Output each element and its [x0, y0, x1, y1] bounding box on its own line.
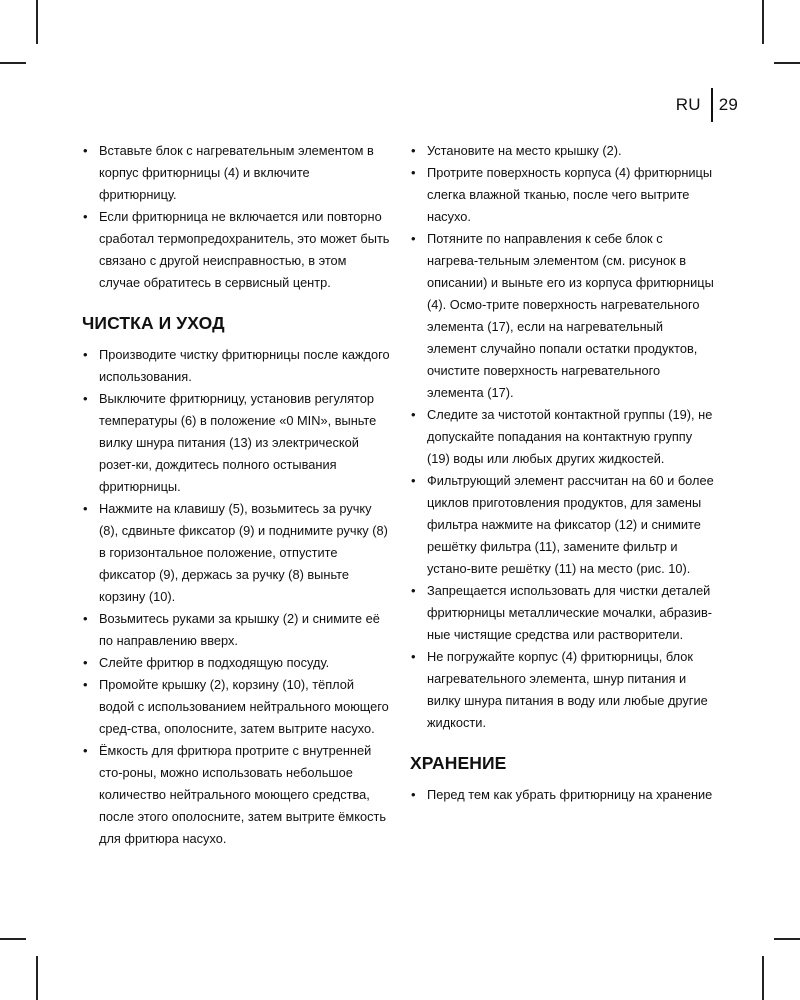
- list-item: • Потяните по направления к себе блок с нагрева-тельным элементом (см. рисунок в описании) и выньте его из корпуса фритюрницы (4). Осмо-трите поверхность нагревательного элемента (17), если на нагревательный элемент случайно попали остатки продуктов, очистите поверхность нагревательного элемента (17).: [410, 228, 715, 404]
- crop-mark: [36, 0, 38, 44]
- crop-mark: [762, 0, 764, 44]
- crop-mark: [0, 938, 26, 940]
- list-item: • Нажмите на клавишу (5), возьмитесь за ручку (8), сдвиньте фиксатор (9) и поднимите ручку (8) в горизонтальное положение, отпустите фиксатор (9), держась за ручку (8) выньте корзину (10).: [82, 498, 390, 608]
- crop-mark: [774, 62, 800, 64]
- list-item: • Не погружайте корпус (4) фритюрницы, блок нагревательного элемента, шнур питания и вилку шнура питания в воду или любые другие жидкости.: [410, 646, 715, 734]
- list-item: • Возьмитесь руками за крышку (2) и снимите её по направлению вверх.: [82, 608, 390, 652]
- list-item: • Производите чистку фритюрницы после каждого использования.: [82, 344, 390, 388]
- bullet-list: [82, 140, 390, 294]
- crop-mark: [762, 956, 764, 1000]
- bullet-list: [82, 344, 390, 850]
- list-item: • Слейте фритюр в подходящую посуду.: [82, 652, 390, 674]
- list-item: • Фильтрующий элемент рассчитан на 60 и более циклов приготовления продуктов, для замены фильтра нажмите на фиксатор (12) и снимите решётку фильтра (11), замените фильтр и устано-вите решётку (11) на место (рис. 10).: [410, 470, 715, 580]
- list-item: • Промойте крышку (2), корзину (10), тёплой водой с использованием нейтрального моющего сред-ства, ополосните, затем вытрите насухо.: [82, 674, 390, 740]
- left-column: [82, 140, 390, 850]
- list-item: • Протрите поверхность корпуса (4) фритюрницы слегка влажной тканью, после чего вытрите насухо.: [410, 162, 715, 228]
- bullet-list: [410, 140, 715, 734]
- crop-mark: [36, 956, 38, 1000]
- list-item: • Следите за чистотой контактной группы (19), не допускайте попадания на контактную группу (19) воды или любых других жидкостей.: [410, 404, 715, 470]
- list-item: • Ёмкость для фритюра протрите с внутренней сто-роны, можно использовать небольшое количество нейтрального моющего средства, после этого ополосните, затем вытрите ёмкость для фритюра насухо.: [82, 740, 390, 850]
- section-heading-storage: ХРАНЕНИЕ: [410, 753, 507, 774]
- list-item: • Вставьте блок с нагревательным элементом в корпус фритюрницы (4) и включите фритюрницу.: [82, 140, 390, 206]
- language-code: RU: [675, 95, 701, 114]
- list-item: • Установите на место крышку (2).: [410, 140, 715, 162]
- list-item: • Если фритюрница не включается или повторно сработал термопредохранитель, это может быть связано с другой неисправностью, в этом случае обратитесь в сервисный центр.: [82, 206, 390, 294]
- crop-mark: [774, 938, 800, 940]
- list-item: • Выключите фритюрницу, установив регулятор температуры (6) в положение «0 MIN», выньте вилку шнура питания (13) из электрической розет-ки, дождитесь полного остывания фритюрницы.: [82, 388, 390, 498]
- bullet-list: [410, 784, 715, 806]
- section-heading-cleaning: ЧИСТКА И УХОД: [82, 313, 225, 334]
- right-column: [410, 140, 715, 806]
- page-header: [676, 88, 738, 122]
- list-item: • Запрещается использовать для чистки деталей фритюрницы металлические мочалки, абразив-ные чистящие средства или растворители.: [410, 580, 715, 646]
- crop-mark: [0, 62, 26, 64]
- page-number: 29: [718, 95, 738, 114]
- list-item: • Перед тем как убрать фритюрницу на хранение: [410, 784, 715, 806]
